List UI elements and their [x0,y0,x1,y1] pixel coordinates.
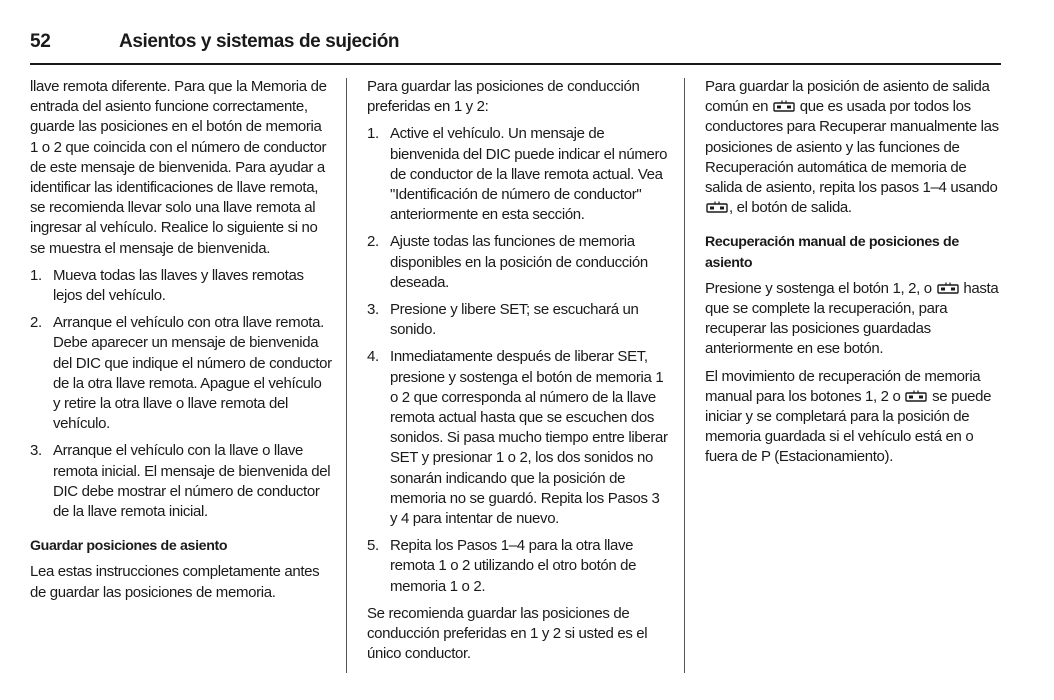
step-text: Arranque el vehículo con otra llave remota. Debe aparecer un mensaje de bienvenida del DIC que indique el número de conductor de la otra llave remota. Apague el vehículo y retire la otra llave o llave remota del vehículo. [53,314,332,433]
list-item [367,300,669,340]
column-divider [346,78,347,673]
list-item [30,266,332,306]
text-run: Presione y sostenga el botón 1, 2, o [705,279,932,297]
step-number: 1. [367,125,379,143]
step-number: 5. [367,537,379,555]
list-item [367,124,669,225]
column-2 [367,77,669,664]
step-number: 3. [367,301,379,319]
step-text: Presione y libere SET; se escuchará un sonido. [390,301,639,339]
step-list [30,266,332,522]
paragraph [705,279,1007,360]
subsection-heading: Recuperación manual de posiciones de asiento [705,234,959,271]
text-run: , el botón de salida. [729,199,852,217]
step-text: Ajuste todas las funciones de memoria disponibles en la posición de conducción deseada. [390,233,648,291]
step-number: 1. [30,266,42,284]
list-item [367,347,669,529]
column-3 [705,77,1007,468]
key-fob-exit-icon [706,201,728,213]
step-number: 4. [367,348,379,366]
step-text: Repita los Pasos 1–4 para la otra llave remota 1 o 2 utilizando el otro botón de memoria 1 o 2. [390,537,637,595]
list-item [367,536,669,597]
list-item [367,232,669,293]
paragraph [705,77,1007,218]
text-run: que es usada por todos los conductores para Recuperar manualmente las posiciones de asiento y las funciones de Recuperación automática de memoria de salida de asiento, repita los pasos 1–4 usando [705,98,999,197]
step-text: Active el vehículo. Un mensaje de bienvenida del DIC puede indicar el número de conductor de la llave remota actual. Vea "Identificación de número de conductor" anteriormente en esta sección. [390,125,668,224]
text-run: El movimiento de recuperación de memoria manual para los botones 1, 2 o [705,367,981,405]
step-text: Mueva todas las llaves y llaves remotas lejos del vehículo. [53,266,304,305]
key-fob-exit-icon [773,100,795,112]
text-run: hasta que se complete la recuperación, para recuperar las posiciones guardadas anteriormente en ese botón. [705,279,999,358]
step-number: 2. [367,233,379,251]
list-item [30,313,332,434]
step-text: Arranque el vehículo con la llave o llave remota inicial. El mensaje de bienvenida del DIC debe mostrar el número de conductor de la llave remota inicial. [53,442,331,521]
step-text: Inmediatamente después de liberar SET, presione y sostenga el botón de memoria 1 o 2 que corresponda al número de la llave remota actual hasta que se escuchen dos sonidos. Si pasa mucho tiempo entre liberar SET y presionar 1 o 2, los dos sonidos no sonarán indicando que la posición de memoria no se guardó. Repita los Pasos 3 y 4 para intentar de nuevo. [390,348,668,528]
paragraph: Lea estas instrucciones completamente antes de guardar las posiciones de memoria. [30,563,320,601]
paragraph: Para guardar las posiciones de conducción preferidas en 1 y 2: [367,78,640,116]
key-fob-exit-icon [905,390,927,402]
paragraph: Se recomienda guardar las posiciones de conducción preferidas en 1 y 2 si usted es el único conductor. [367,604,648,663]
page-header [30,29,1001,65]
step-number: 2. [30,314,42,332]
column-1 [30,77,332,603]
step-list [367,124,669,596]
page-number: 52 [30,31,51,52]
step-number: 3. [30,442,42,460]
text-run: se puede iniciar y se completará para la posición de memoria guardada si el vehículo está en o fuera de P (Estacionamiento). [705,387,992,466]
paragraph [705,367,1007,468]
paragraph: llave remota diferente. Para que la Memoria de entrada del asiento funcione correctamente, guarde las posiciones en el botón de memoria 1 o 2 que coincida con el número de conductor de este mensaje de bienvenida. Para ayudar a identificar las identificaciones de llave remota, se recomienda llevar solo una llave remota al ingresar al vehículo. Realice lo siguiente si no se muestra el mensaje de bienvenida. [30,78,327,257]
section-title: Asientos y sistemas de sujeción [119,31,400,52]
column-divider [684,78,685,673]
text-run: Para guardar la posición de asiento de salida común en [705,78,990,116]
subsection-heading: Guardar posiciones de asiento [30,538,228,555]
key-fob-exit-icon [937,282,959,294]
list-item [30,441,332,522]
